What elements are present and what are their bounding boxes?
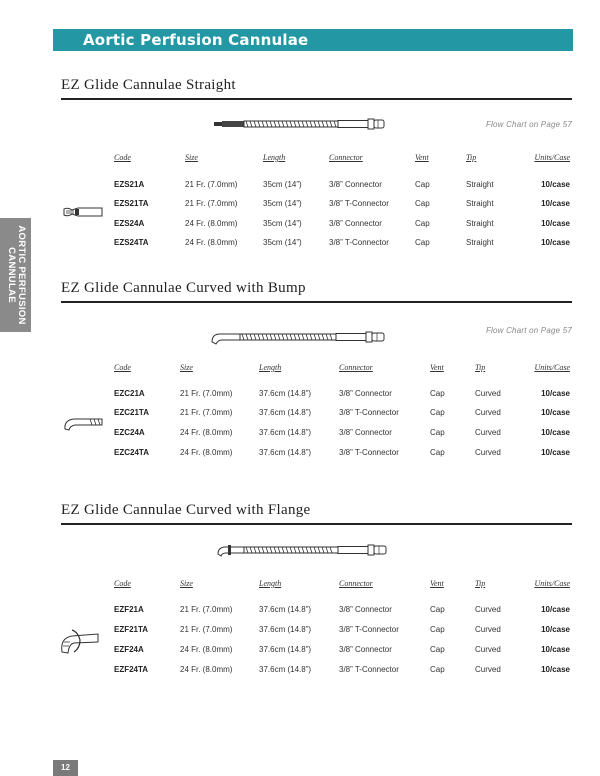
page-title: Aortic Perfusion Cannulae [83,31,309,49]
col-code: Code [114,579,131,588]
table-cell-size: 24 Fr. (8.0mm) [185,238,238,247]
table-cell-vent: Cap [430,605,445,614]
table-cell-units: 10/case [541,180,570,189]
table-cell-vent: Cap [430,625,445,634]
table-cell-vent: Cap [415,238,430,247]
table-cell-length: 37.6cm (14.8”) [259,645,312,654]
table-cell-vent: Cap [430,448,445,457]
table-cell-tip: Curved [475,625,501,634]
table-cell-length: 37.6cm (14.8”) [259,665,312,674]
table-cell-size: 21 Fr. (7.0mm) [180,408,233,417]
table-cell-length: 35cm (14”) [263,180,302,189]
table-cell-tip: Curved [475,665,501,674]
curved-flange-tip-icon [58,626,102,656]
table-cell-size: 21 Fr. (7.0mm) [185,180,238,189]
flow-chart-note: Flow Chart on Page 57 [485,326,572,335]
table-cell-size: 24 Fr. (8.0mm) [180,448,233,457]
table-cell-length: 35cm (14”) [263,238,302,247]
table-cell-units: 10/case [541,645,570,654]
table-cell-length: 37.6cm (14.8”) [259,428,312,437]
table-cell-connector: 3/8” T-Connector [329,199,389,208]
table-cell-vent: Cap [430,665,445,674]
table-cell-units: 10/case [541,665,570,674]
col-code: Code [114,363,131,372]
table-cell-connector: 3/8” Connector [339,645,392,654]
table-cell-vent: Cap [430,428,445,437]
table-cell-units: 10/case [541,219,570,228]
col-units: Units/Case [534,579,570,588]
section-divider [61,98,572,100]
table-cell-code: EZS21TA [114,199,149,208]
section-divider [61,523,572,525]
table-cell-size: 24 Fr. (8.0mm) [180,428,233,437]
table-cell-code: EZC21A [114,389,145,398]
col-size: Size [180,363,193,372]
col-length: Length [259,579,282,588]
col-length: Length [259,363,282,372]
col-size: Size [185,153,198,162]
straight-cannula-icon [214,117,390,131]
table-cell-size: 24 Fr. (8.0mm) [180,645,233,654]
table-cell-size: 21 Fr. (7.0mm) [180,605,233,614]
table-cell-code: EZF21TA [114,625,149,634]
table-cell-connector: 3/8” Connector [339,389,392,398]
table-cell-length: 37.6cm (14.8”) [259,389,312,398]
table-cell-tip: Straight [466,219,494,228]
flow-chart-note: Flow Chart on Page 57 [485,120,572,129]
col-tip: Tip [475,363,486,372]
curved-bump-tip-icon [62,413,104,431]
col-length: Length [263,153,286,162]
table-cell-units: 10/case [541,448,570,457]
table-cell-length: 37.6cm (14.8”) [259,448,312,457]
side-tab-line2: CANNULAE [5,247,17,303]
table-cell-length: 35cm (14”) [263,199,302,208]
table-cell-vent: Cap [415,199,430,208]
table-cell-size: 21 Fr. (7.0mm) [180,389,233,398]
table-cell-length: 37.6cm (14.8”) [259,625,312,634]
table-cell-connector: 3/8” Connector [339,605,392,614]
table-cell-code: EZS24A [114,219,145,228]
table-cell-code: EZC24A [114,428,145,437]
table-cell-length: 37.6cm (14.8”) [259,605,312,614]
curved-flange-cannula-icon [216,542,390,558]
section-title: EZ Glide Cannulae Straight [61,77,236,93]
table-cell-connector: 3/8” T-Connector [339,448,399,457]
col-size: Size [180,579,193,588]
col-connector: Connector [329,153,363,162]
table-cell-code: EZS21A [114,180,145,189]
table-cell-tip: Curved [475,645,501,654]
col-vent: Vent [430,579,444,588]
table-cell-code: EZF24TA [114,665,149,674]
table-cell-code: EZS24TA [114,238,149,247]
table-cell-size: 24 Fr. (8.0mm) [185,219,238,228]
header-band [53,29,573,51]
table-cell-units: 10/case [541,238,570,247]
col-code: Code [114,153,131,162]
col-tip: Tip [466,153,477,162]
col-connector: Connector [339,579,373,588]
table-cell-vent: Cap [430,389,445,398]
table-cell-tip: Curved [475,605,501,614]
table-cell-units: 10/case [541,428,570,437]
col-units: Units/Case [534,363,570,372]
table-cell-tip: Curved [475,448,501,457]
table-cell-connector: 3/8” T-Connector [329,238,389,247]
table-cell-code: EZF24A [114,645,144,654]
table-cell-units: 10/case [541,408,570,417]
table-cell-tip: Curved [475,408,501,417]
table-cell-tip: Straight [466,199,494,208]
col-vent: Vent [415,153,429,162]
table-cell-connector: 3/8” Connector [329,219,382,228]
table-cell-vent: Cap [415,219,430,228]
table-cell-vent: Cap [415,180,430,189]
table-cell-tip: Curved [475,428,501,437]
side-tab-line1: AORTIC PERFUSION [15,225,27,325]
table-cell-size: 21 Fr. (7.0mm) [185,199,238,208]
table-cell-vent: Cap [430,645,445,654]
table-cell-connector: 3/8” T-Connector [339,665,399,674]
table-cell-length: 37.6cm (14.8”) [259,408,312,417]
curved-bump-cannula-icon [210,328,390,346]
side-tab [0,218,31,332]
table-cell-connector: 3/8” T-Connector [339,408,399,417]
col-vent: Vent [430,363,444,372]
table-cell-tip: Straight [466,180,494,189]
table-cell-connector: 3/8” T-Connector [339,625,399,634]
table-cell-tip: Straight [466,238,494,247]
table-cell-units: 10/case [541,605,570,614]
table-cell-size: 24 Fr. (8.0mm) [180,665,233,674]
table-cell-size: 21 Fr. (7.0mm) [180,625,233,634]
table-cell-code: EZF21A [114,605,144,614]
table-cell-code: EZC24TA [114,448,149,457]
straight-tip-icon [62,204,104,220]
table-cell-connector: 3/8” Connector [329,180,382,189]
table-cell-length: 35cm (14”) [263,219,302,228]
col-units: Units/Case [534,153,570,162]
col-tip: Tip [475,579,486,588]
table-cell-units: 10/case [541,389,570,398]
table-cell-code: EZC21TA [114,408,149,417]
table-cell-units: 10/case [541,199,570,208]
table-cell-units: 10/case [541,625,570,634]
col-connector: Connector [339,363,373,372]
table-cell-tip: Curved [475,389,501,398]
section-title: EZ Glide Cannulae Curved with Bump [61,280,306,296]
section-divider [61,301,572,303]
table-cell-vent: Cap [430,408,445,417]
section-title: EZ Glide Cannulae Curved with Flange [61,502,311,518]
page-number: 12 [53,760,78,776]
table-cell-connector: 3/8” Connector [339,428,392,437]
